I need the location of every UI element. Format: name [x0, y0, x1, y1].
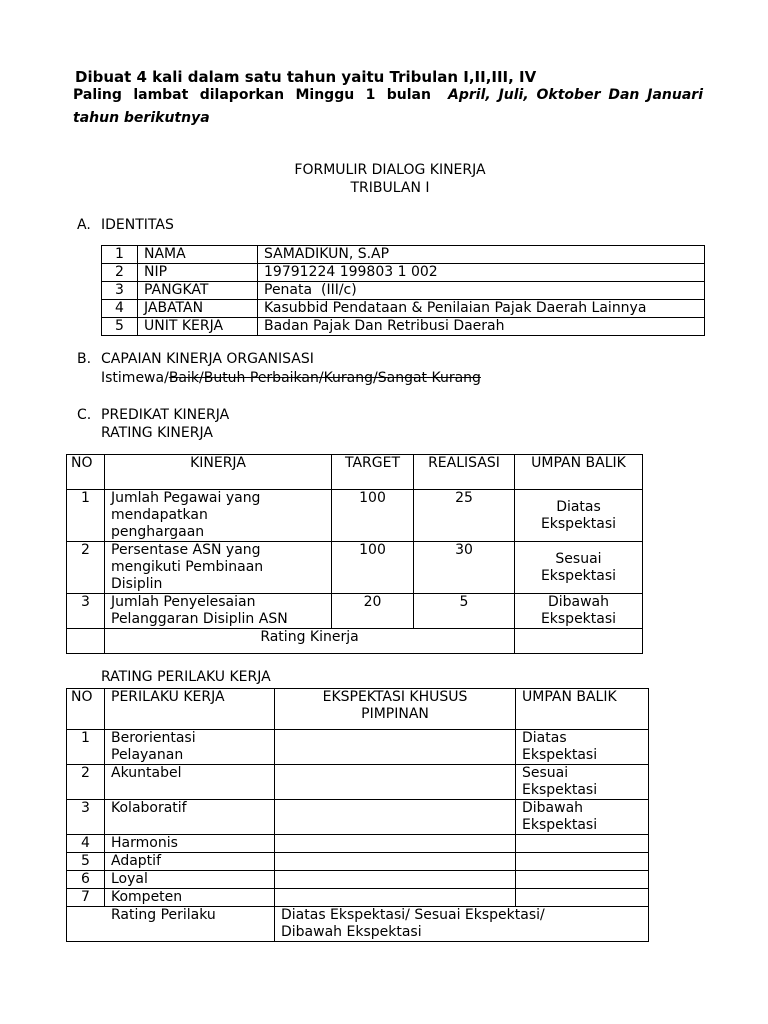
- header-line-2-months: April, Juli, Oktober Dan Januari: [448, 87, 703, 103]
- identity-table: [101, 245, 705, 336]
- kinerja-text: Persentase ASN yang mengikuti Pembinaan Disiplin: [105, 542, 332, 594]
- col-header-umpan-balik: UMPAN BALIK: [515, 455, 643, 490]
- umpan-balik: Diatas Ekspektasi: [515, 490, 643, 542]
- header-line-2-prefix: Paling lambat dilaporkan Minggu 1 bulan: [73, 87, 431, 103]
- table-row: [67, 889, 649, 907]
- row-no: 5: [67, 853, 105, 871]
- identity-field: UNIT KERJA: [138, 318, 258, 336]
- identity-no: 5: [102, 318, 138, 336]
- identity-value: 19791224 199803 1 002: [258, 264, 705, 282]
- table-header-row: [67, 689, 649, 730]
- row-no: 6: [67, 871, 105, 889]
- row-no: 1: [67, 490, 105, 542]
- section-a-letter: A.: [77, 217, 91, 233]
- section-a-heading: IDENTITAS: [101, 217, 174, 233]
- perilaku-text: Kolaboratif: [105, 800, 275, 835]
- header-line-3: tahun berikutnya: [73, 110, 210, 126]
- table-row: [67, 800, 649, 835]
- identity-field: PANGKAT: [138, 282, 258, 300]
- rating-kinerja-table: [66, 454, 643, 654]
- umpan-balik: Sesuai Ekspektasi: [516, 765, 649, 800]
- row-no: 3: [67, 594, 105, 629]
- identity-field: JABATAN: [138, 300, 258, 318]
- row-no: 7: [67, 889, 105, 907]
- perilaku-text: Berorientasi Pelayanan: [105, 730, 275, 765]
- realisasi-value: 30: [414, 542, 515, 594]
- col-header-kinerja: KINERJA: [105, 455, 332, 490]
- ekspektasi-cell: [275, 800, 516, 835]
- perilaku-text: Loyal: [105, 871, 275, 889]
- table-row: [67, 490, 643, 542]
- rating-kinerja-value: [515, 629, 643, 654]
- identity-no: 1: [102, 246, 138, 264]
- perilaku-text: Adaptif: [105, 853, 275, 871]
- table-footer-row: [67, 629, 643, 654]
- table-row: [102, 264, 705, 282]
- footer-empty-cell: [67, 629, 105, 654]
- rating-perilaku-table: [66, 688, 649, 942]
- table-row: [67, 835, 649, 853]
- col-header-no: NO: [67, 455, 105, 490]
- table-row: [67, 542, 643, 594]
- table-row: [102, 282, 705, 300]
- target-value: 100: [332, 542, 414, 594]
- rating-perilaku-value: Diatas Ekspektasi/ Sesuai Ekspektasi/ Dibawah Ekspektasi: [275, 907, 649, 942]
- identity-no: 2: [102, 264, 138, 282]
- identity-no: 3: [102, 282, 138, 300]
- ekspektasi-cell: [275, 889, 516, 907]
- umpan-balik: [516, 871, 649, 889]
- umpan-balik: [516, 889, 649, 907]
- table-row: [102, 300, 705, 318]
- umpan-balik: [516, 853, 649, 871]
- row-no: 3: [67, 800, 105, 835]
- realisasi-value: 25: [414, 490, 515, 542]
- col-header-umpan-balik: UMPAN BALIK: [516, 689, 649, 730]
- rating-kinerja-heading: RATING KINERJA: [101, 425, 213, 441]
- header-line-1: Dibuat 4 kali dalam satu tahun yaitu Tribulan I,II,III, IV: [75, 68, 537, 86]
- umpan-balik: [516, 835, 649, 853]
- ekspektasi-cell: [275, 835, 516, 853]
- rating-perilaku-heading: RATING PERILAKU KERJA: [101, 669, 271, 685]
- ekspektasi-cell: [275, 730, 516, 765]
- ekspektasi-cell: [275, 765, 516, 800]
- identity-field: NIP: [138, 264, 258, 282]
- organization-performance-options: [101, 370, 481, 387]
- target-value: 20: [332, 594, 414, 629]
- umpan-balik: Dibawah Ekspektasi: [516, 800, 649, 835]
- identity-field: NAMA: [138, 246, 258, 264]
- row-no: 4: [67, 835, 105, 853]
- col-header-target: TARGET: [332, 455, 414, 490]
- rating-kinerja-label: Rating Kinerja: [105, 629, 515, 654]
- umpan-balik: Sesuai Ekspektasi: [515, 542, 643, 594]
- section-c-heading: PREDIKAT KINERJA: [101, 407, 230, 423]
- kinerja-text: Jumlah Pegawai yang mendapatkan penghargaan: [105, 490, 332, 542]
- identity-value: SAMADIKUN, S.AP: [258, 246, 705, 264]
- header-line-2: [73, 87, 703, 104]
- row-no: 2: [67, 542, 105, 594]
- col-header-perilaku: PERILAKU KERJA: [105, 689, 275, 730]
- form-subtitle: TRIBULAN I: [350, 180, 430, 196]
- table-header-row: [67, 455, 643, 490]
- table-row: [102, 246, 705, 264]
- identity-value: Badan Pajak Dan Retribusi Daerah: [258, 318, 705, 336]
- table-row: [67, 594, 643, 629]
- perilaku-text: Akuntabel: [105, 765, 275, 800]
- realisasi-value: 5: [414, 594, 515, 629]
- rating-perilaku-label: Rating Perilaku: [67, 907, 275, 942]
- col-header-no: NO: [67, 689, 105, 730]
- identity-value: Penata (III/c): [258, 282, 705, 300]
- table-row: [67, 871, 649, 889]
- row-no: 1: [67, 730, 105, 765]
- row-no: 2: [67, 765, 105, 800]
- table-row: [67, 765, 649, 800]
- selected-option: Istimewa/: [101, 370, 169, 386]
- ekspektasi-cell: [275, 871, 516, 889]
- identity-no: 4: [102, 300, 138, 318]
- table-row: [102, 318, 705, 336]
- identity-value: Kasubbid Pendataan & Penilaian Pajak Daerah Lainnya: [258, 300, 705, 318]
- table-row: [67, 730, 649, 765]
- umpan-balik: Dibawah Ekspektasi: [515, 594, 643, 629]
- section-b-letter: B.: [77, 351, 92, 367]
- target-value: 100: [332, 490, 414, 542]
- section-c-letter: C.: [77, 407, 92, 423]
- form-title: FORMULIR DIALOG KINERJA: [294, 162, 486, 178]
- umpan-balik: Diatas Ekspektasi: [516, 730, 649, 765]
- section-b-heading: CAPAIAN KINERJA ORGANISASI: [101, 351, 314, 367]
- struck-options: Baik/Butuh Perbaikan/Kurang/Sangat Kurang: [168, 370, 481, 386]
- kinerja-text: Jumlah Penyelesaian Pelanggaran Disiplin ASN: [105, 594, 332, 629]
- ekspektasi-cell: [275, 853, 516, 871]
- perilaku-text: Kompeten: [105, 889, 275, 907]
- col-header-ekspektasi: EKSPEKTASI KHUSUS PIMPINAN: [275, 689, 516, 730]
- table-row: [67, 853, 649, 871]
- table-footer-row: [67, 907, 649, 942]
- col-header-realisasi: REALISASI: [414, 455, 515, 490]
- perilaku-text: Harmonis: [105, 835, 275, 853]
